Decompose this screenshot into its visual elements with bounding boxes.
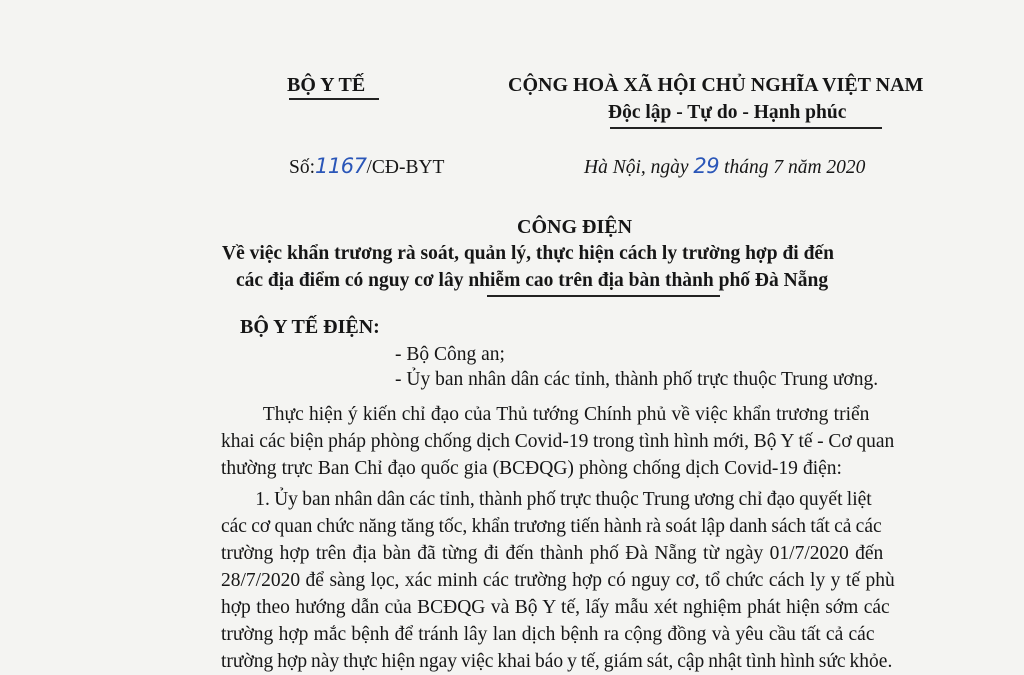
document-number-prefix: Số:	[289, 157, 316, 178]
body-line: các cơ quan chức năng tăng tốc, khẩn trương tiến hành rà soát lập danh sách tất cả các	[221, 516, 882, 537]
subject-underline	[487, 295, 720, 297]
recipient-item: - Bộ Công an;	[395, 344, 505, 365]
body-line: thường trực Ban Chỉ đạo quốc gia (BCĐQG) phòng chống dịch Covid-19 điện:	[221, 458, 842, 479]
date-line	[584, 154, 865, 179]
body-line: trường hợp trên địa bàn đã từng đi đến thành phố Đà Nẵng từ ngày 01/7/2020 đến	[221, 543, 884, 564]
date-prefix: Hà Nội, ngày	[584, 157, 689, 178]
subject-line-1: Về việc khẩn trương rà soát, quản lý, thực hiện cách ly trường hợp đi đến	[222, 243, 834, 264]
handwritten-number: 1167	[315, 154, 367, 178]
agency-underline	[289, 98, 379, 100]
document-number	[289, 154, 444, 179]
national-motto: Độc lập - Tự do - Hạnh phúc	[608, 102, 847, 123]
body-line: 28/7/2020 để sàng lọc, xác minh các trường hợp có nguy cơ, tổ chức cách ly y tế phù	[221, 570, 895, 591]
body-line: trường hợp này thực hiện ngay việc khai báo y tế, giám sát, cập nhật tình hình sức khỏe.	[221, 651, 893, 672]
document-type-title: CÔNG ĐIỆN	[517, 216, 633, 238]
national-title: CỘNG HOÀ XÃ HỘI CHỦ NGHĨA VIỆT NAM	[508, 74, 924, 96]
date-suffix: tháng 7 năm 2020	[724, 157, 866, 178]
recipient-item: - Ủy ban nhân dân các tỉnh, thành phố trực thuộc Trung ương.	[395, 369, 879, 390]
body-line: Thực hiện ý kiến chỉ đạo của Thủ tướng Chính phủ về việc khẩn trương triển	[221, 404, 870, 425]
document-number-suffix: /CĐ-BYT	[366, 157, 445, 178]
body-line: 1. Ủy ban nhân dân các tỉnh, thành phố trực thuộc Trung ương chỉ đạo quyết liệt	[221, 489, 872, 510]
issuing-agency: BỘ Y TẾ	[287, 74, 366, 96]
body-line: hợp theo hướng dẫn của BCĐQG và Bộ Y tế, lấy mẫu xét nghiệm phát hiện sớm các	[221, 597, 890, 618]
subject-line-2: các địa điểm có nguy cơ lây nhiễm cao trên địa bàn thành phố Đà Nẵng	[236, 270, 829, 291]
body-line: trường hợp mắc bệnh để tránh lây lan dịch bệnh ra cộng đồng và yêu cầu tất cả các	[221, 624, 875, 645]
body-line: khai các biện pháp phòng chống dịch Covid-19 trong tình hình mới, Bộ Y tế - Cơ quan	[221, 431, 895, 452]
sender-line: BỘ Y TẾ ĐIỆN:	[240, 316, 380, 338]
handwritten-day: 29	[693, 154, 720, 178]
motto-underline	[610, 127, 882, 129]
